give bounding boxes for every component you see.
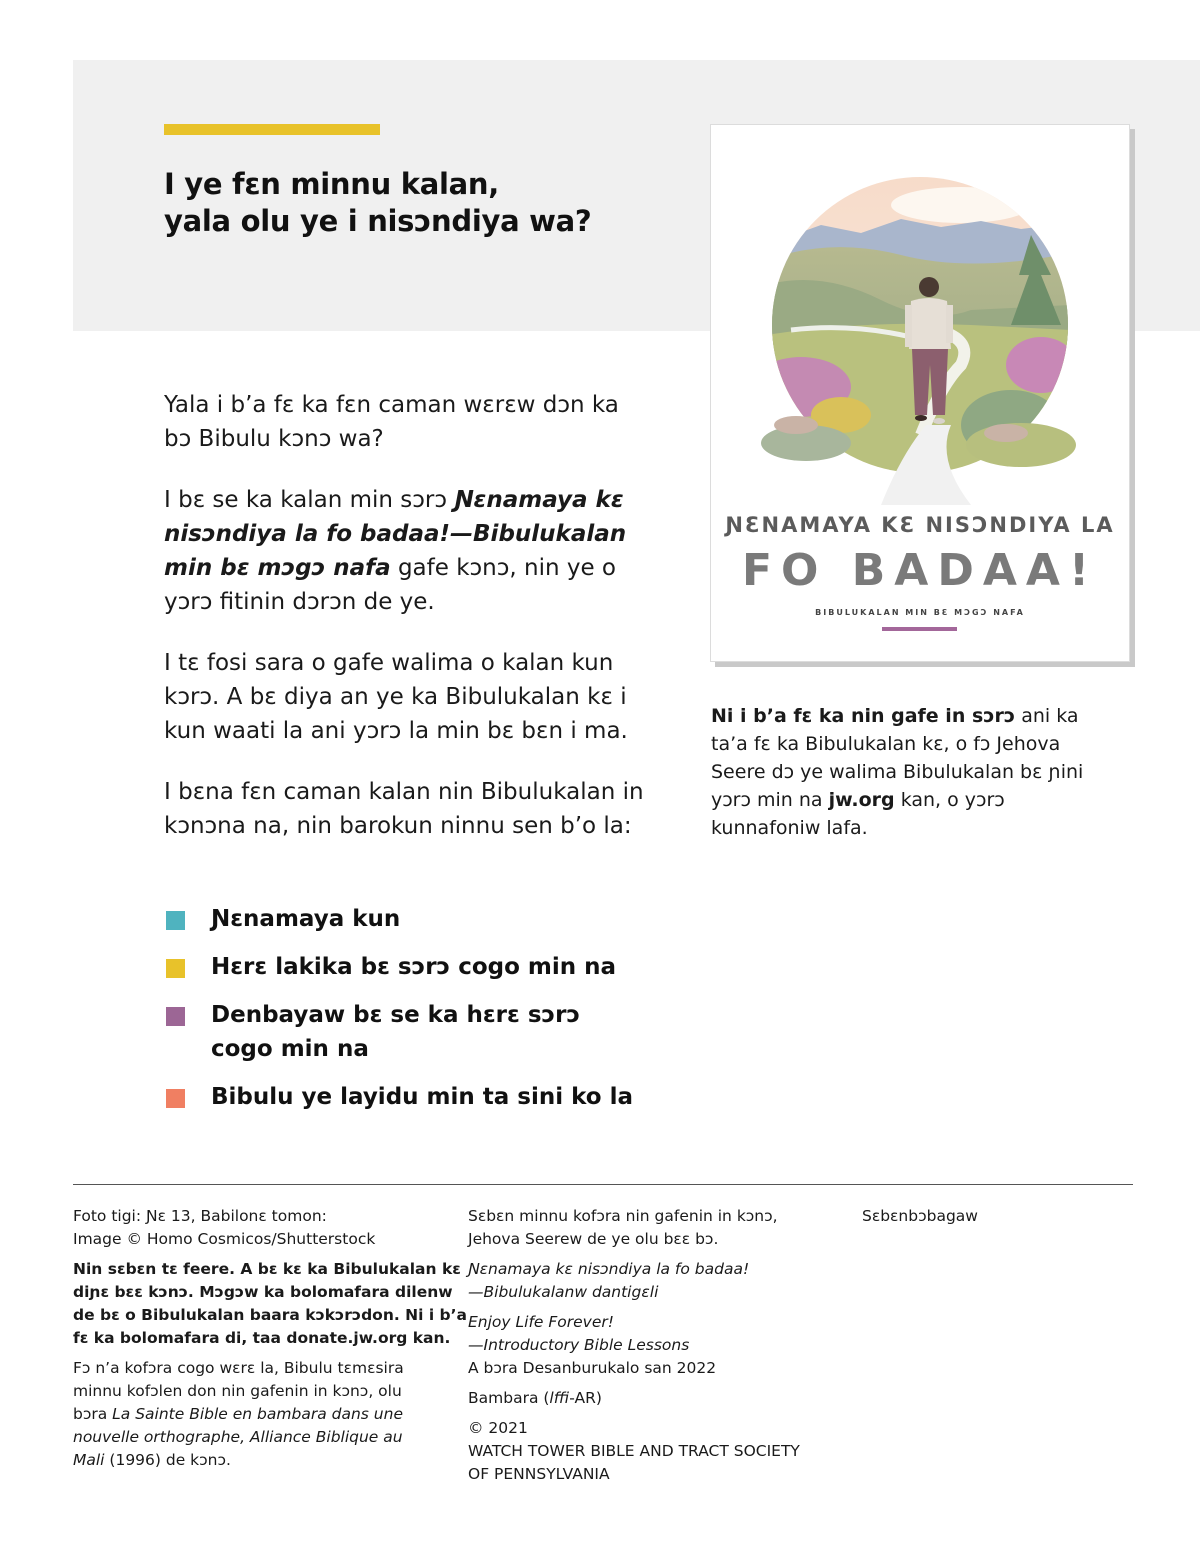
text-line: Hɛrɛ lakika bɛ sɔrɔ cogo min na: [211, 954, 617, 980]
text-run: (1996) de kɔnɔ.: [104, 1451, 231, 1469]
publication-title: [468, 1258, 838, 1304]
text-line: Enjoy Life Forever!: [468, 1313, 614, 1331]
text-run-italic: nouvelle orthographe, Alliance Biblique au: [73, 1428, 403, 1446]
text-line: [468, 1387, 838, 1410]
title-line: yala olu ye i nisɔndiya wa?: [164, 204, 592, 238]
rock: [774, 416, 818, 434]
text-line: Nin sɛbɛn tɛ feere. A bɛ kɛ ka Bibulukalan kɛ: [73, 1260, 461, 1278]
text-line: WATCH TOWER BIBLE AND TRACT SOCIETY: [468, 1442, 800, 1460]
footer-column-publishers: [862, 1205, 1122, 1228]
print-date: A bɔra Desanburukalo san 2022: [468, 1359, 717, 1377]
list-item: [164, 950, 664, 984]
accent-bar: [164, 124, 380, 135]
publisher-note: [468, 1205, 838, 1251]
book-title: Ɲɛnamaya kɛ: [454, 487, 624, 513]
footer-divider: [73, 1184, 1133, 1185]
text-line: [711, 702, 1131, 730]
text-line: Bibulu ye layidu min ta sini ko la: [211, 1084, 634, 1110]
text-line: Fɔ n’a kofɔra cogo wɛrɛ la, Bibulu tɛmɛsira: [73, 1359, 404, 1377]
cover-title: ƝƐNAMAYA KƐ NISƆNDIYA LA: [725, 513, 1115, 537]
text-line: Yala i b’a fɛ ka fɛn caman wɛrɛw dɔn ka: [164, 392, 619, 418]
text-line: [164, 551, 684, 585]
text-line: —Bibulukalanw dantigɛli: [468, 1283, 659, 1301]
body-text: [164, 388, 684, 870]
square-bullet-icon: [166, 911, 185, 930]
text-line: bɔ Bibulu kɔnɔ wa?: [164, 426, 384, 452]
english-title: [468, 1311, 838, 1380]
text-line: cogo min na: [211, 1036, 369, 1062]
language-code: [468, 1387, 838, 1410]
square-bullet-icon: [166, 1007, 185, 1026]
text-run: Bambara (: [468, 1389, 550, 1407]
donation-note: [73, 1258, 467, 1350]
text-line: fɛ ka bolomafara di, taa donate.jw.org kan.: [73, 1329, 451, 1347]
footer-column-credits: [73, 1205, 467, 1479]
text-line: kɔrɔ. A bɛ diya an ye ka Bibulukalan kɛ i: [164, 684, 627, 710]
book-cover: [710, 124, 1130, 662]
text-run: I bɛ se ka kalan min sɔrɔ: [164, 487, 455, 513]
paragraph: [164, 388, 684, 456]
list-item-text: [211, 1080, 664, 1114]
text-line: I bɛna fɛn caman kalan nin Bibulukalan in: [164, 779, 644, 805]
text-line: Jehova Seerew de ye olu bɛɛ bɔ.: [468, 1230, 719, 1248]
list-item: [164, 998, 664, 1066]
text-line: [73, 1449, 453, 1472]
text-line: Image © Homo Cosmicos/Shutterstock: [73, 1230, 376, 1248]
text-line: yɔrɔ fitinin dɔrɔn de ye.: [164, 589, 435, 615]
text-line: Ɲɛnamaya kɛ nisɔndiya la fo badaa!: [468, 1260, 750, 1278]
text-line: Denbayaw bɛ se ka hɛrɛ sɔrɔ: [211, 1002, 581, 1028]
text-line: I tɛ fosi sara o gafe walima o kalan kun: [164, 650, 614, 676]
text-line: minnu kofɔlen don nin gafenin in kɔnɔ, olu: [73, 1382, 402, 1400]
text-line: —Introductory Bible Lessons: [468, 1336, 690, 1354]
bible-source-note: [73, 1357, 453, 1472]
page-title: [164, 166, 684, 240]
text-line: OF PENNSYLVANIA: [468, 1465, 610, 1483]
text-run-italic: Mali: [73, 1451, 105, 1469]
topic-list: [164, 902, 664, 1128]
cover-title-large: FO BADAA!: [741, 545, 1099, 596]
text-line: Ɲɛnamaya kun: [211, 906, 401, 932]
text-line: diɲɛ bɛɛ kɔnɔ. Mɔgɔw ka bolomafara dilenw: [73, 1283, 453, 1301]
text-line: [164, 483, 684, 517]
list-item: [164, 902, 664, 936]
text-run: yɔrɔ min na: [711, 789, 829, 811]
book-title: nisɔndiya la fo badaa!—Bibulukalan: [164, 521, 627, 547]
text-line: © 2021: [468, 1419, 528, 1437]
list-item-text: [211, 902, 664, 936]
paragraph: [164, 646, 684, 748]
square-bullet-icon: [166, 959, 185, 978]
paragraph: [164, 775, 684, 843]
title-line: I ye fɛn minnu kalan,: [164, 167, 499, 201]
square-bullet-icon: [166, 1089, 185, 1108]
cover-underline: [882, 627, 957, 631]
text-run: bɔra: [73, 1405, 113, 1423]
text-line: [73, 1426, 453, 1449]
paragraph: [164, 483, 684, 619]
text-line: kun waati la ani yɔrɔ la min bɛ bɛn i ma.: [164, 718, 628, 744]
text-run: -AR): [569, 1389, 602, 1407]
copyright: [468, 1417, 838, 1486]
text-run: gafe kɔnɔ, nin ye o: [390, 555, 616, 581]
text-line: kɔnɔna na, nin barokun ninnu sen b’o la:: [164, 813, 632, 839]
list-item-text: [211, 998, 664, 1066]
text-line: Seere dɔ ye walima Bibulukalan bɛ ɲini: [711, 761, 1084, 783]
text-run-bold: Ni i b’a fɛ ka nin gafe in sɔrɔ: [711, 705, 1016, 727]
side-note: [711, 702, 1131, 842]
text-line: kunnafoniw lafa.: [711, 817, 868, 839]
text-line: Foto tigi: Ɲɛ 13, Babilonɛ tomon:: [73, 1207, 327, 1225]
cover-subtitle: BIBULUKALAN MIN BƐ MƆGƆ NAFA: [815, 608, 1025, 617]
jw-org-link[interactable]: jw.org: [828, 789, 895, 811]
publishers-label: Sɛbɛnbɔbagaw: [862, 1207, 978, 1225]
text-line: de bɛ o Bibulukalan baara kɔkɔrɔdon. Ni i b’a: [73, 1306, 467, 1324]
text-run: kan, o yɔrɔ: [894, 789, 1005, 811]
text-line: ta’a fɛ ka Bibulukalan kɛ, o fɔ Jehova: [711, 733, 1061, 755]
text-run-italic: La Sainte Bible en bambara dans une: [112, 1405, 403, 1423]
book-title: min bɛ mɔgɔ nafa: [164, 555, 391, 581]
text-run-italic: lffi: [549, 1389, 570, 1407]
text-line: [73, 1403, 453, 1426]
text-line: Sɛbɛn minnu kofɔra nin gafenin in kɔnɔ,: [468, 1207, 778, 1225]
photo-credit: [73, 1205, 453, 1251]
list-item-text: [211, 950, 664, 984]
footer-column-publication: [468, 1205, 838, 1493]
text-run: ani ka: [1015, 705, 1079, 727]
list-item: [164, 1080, 664, 1114]
rock: [984, 424, 1028, 442]
cover-illustration: [711, 125, 1129, 505]
text-line: [711, 786, 1131, 814]
